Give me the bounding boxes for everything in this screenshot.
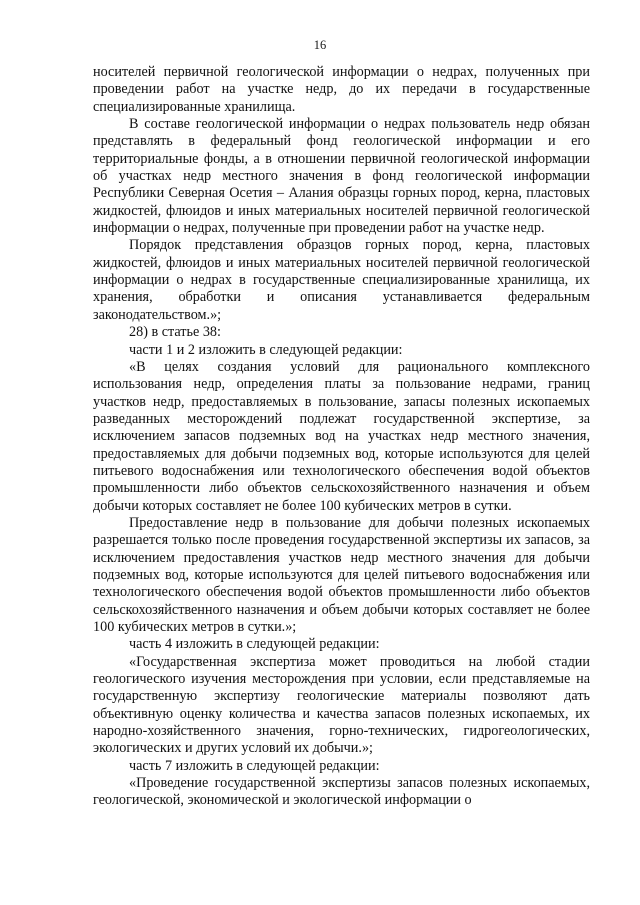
paragraph-5: части 1 и 2 изложить в следующей редакции: xyxy=(129,341,403,358)
paragraph-4: 28) в статье 38: xyxy=(129,324,221,341)
page-number: 16 xyxy=(313,38,327,52)
paragraph-6: «В целях создания условий для рационального комплексного использования недр, определения платы за пользование недрами, границ участков недр, предоставляемых в пользование, запасы полезных ископаемых разведанных месторождений подлежат государственной экспертизе, за исключением запасов подземных вод на участках недр местного значения, предоставляемых для добычи подземных вод, которые используются для целей питьевого водоснабжения или технологического обеспечения водой объектов промышленности либо объектов сельскохозяйственного назначения и объем добычи которых составляет не более 100 кубических метров в сутки. xyxy=(93,358,590,514)
paragraph-2: В составе геологической информации о недрах пользователь недр обязан представлять в федеральный фонд геологической информации и его территориальные фонды, а в отношении первичной геологической информации об участках недр местного значения в фонд геологической информации Республики Северная Осетия – Алания образцы горных пород, керна, пластовых жидкостей, флюидов и иных материальных носителей первичной геологической информации о недрах, полученные при проведении работ на участке недр. xyxy=(93,116,590,237)
paragraph-10: часть 7 изложить в следующей редакции: xyxy=(129,757,380,774)
document-body xyxy=(93,64,590,810)
paragraph-11: «Проведение государственной экспертизы запасов полезных ископаемых, геологической, экономической и экологической информации о xyxy=(93,775,590,809)
paragraph-9: «Государственная экспертиза может проводиться на любой стадии геологического изучения месторождения при условии, если представляемые на государственную экспертизу геологические материалы позволяют дать объективную оценку количества и качества запасов полезных ископаемых, их народно-хозяйственного значения, горно-технических, гидрогеологических, экологических и других условий их добычи.»; xyxy=(93,653,590,757)
paragraph-8: часть 4 изложить в следующей редакции: xyxy=(129,636,380,653)
paragraph-3: Порядок представления образцов горных пород, керна, пластовых жидкостей, флюидов и иных материальных носителей первичной геологической информации о недрах в государственные специализированные хранилища, их хранения, обработки и описания устанавливается федеральным законодательством.»; xyxy=(93,237,590,323)
paragraph-1: носителей первичной геологической информации о недрах, полученных при проведении работ на участке недр, до их передачи в государственные специализированные хранилища. xyxy=(93,64,590,115)
paragraph-7: Предоставление недр в пользование для добычи полезных ископаемых разрешается только после проведения государственной экспертизы их запасов, за исключением предоставления участков недр местного значения для добычи подземных вод, которые используются для целей питьевого водоснабжения или технологического обеспечения водой объектов промышленности либо объектов сельскохозяйственного назначения и объем добычи которых составляет не более 100 кубических метров в сутки.»; xyxy=(93,514,590,635)
